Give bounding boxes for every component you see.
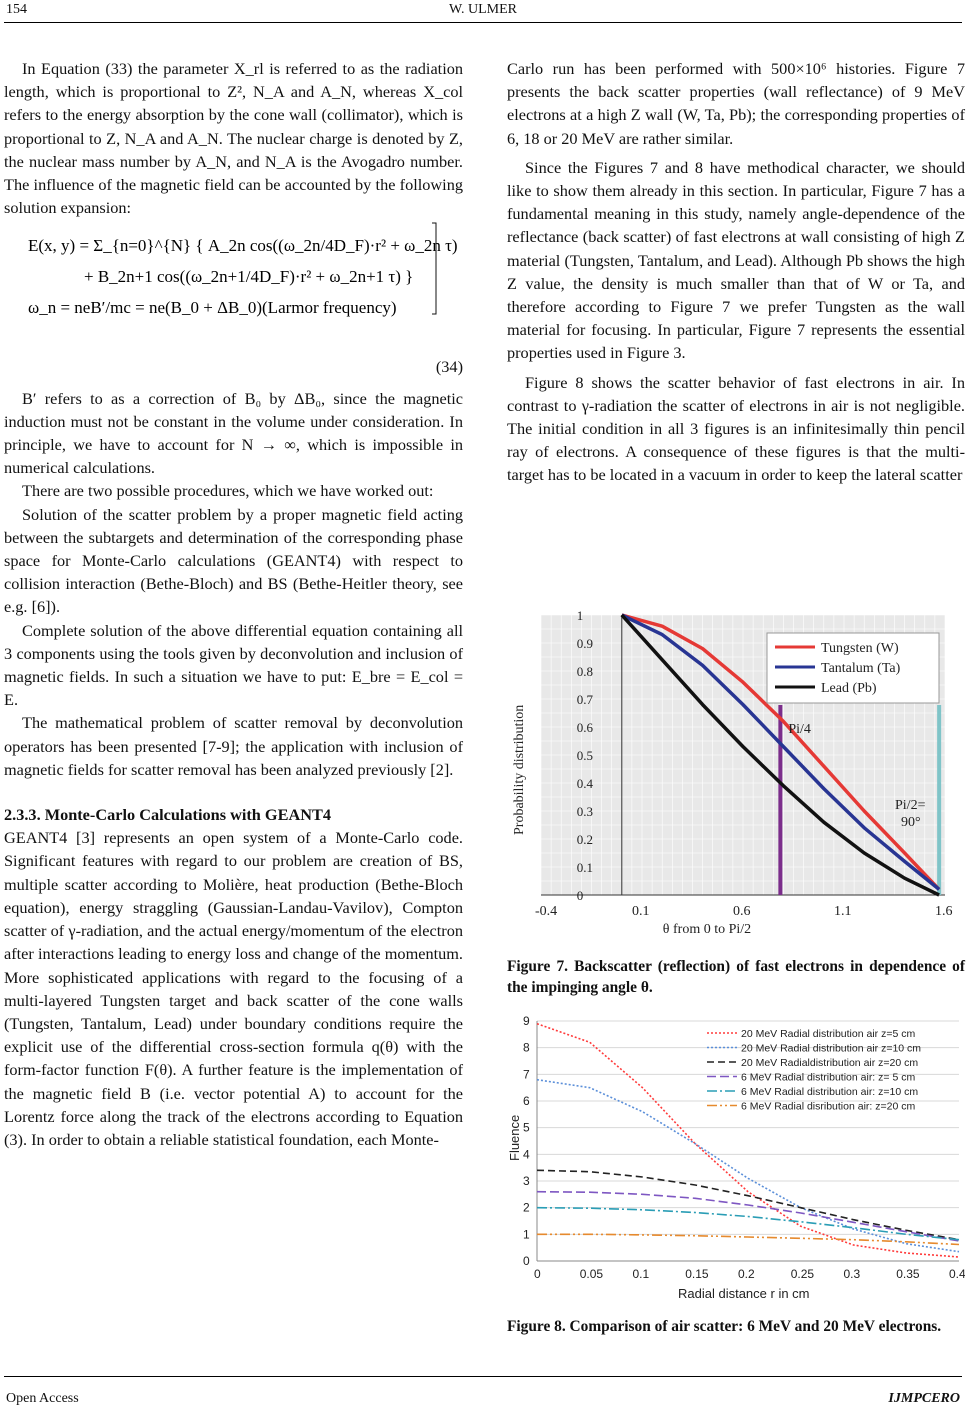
x-tick-label: 0.4 [949, 1267, 965, 1281]
paragraph: The mathematical problem of scatter removal by deconvolution operators has been presented [7-9]; the application with inclusion of magnetic fields for scatter removal has been analyzed previously [2]. [4, 713, 463, 779]
legend-label: 6 MeV Radial distribution air: z=10 cm [741, 1086, 919, 1098]
backscatter-chart [507, 603, 965, 943]
legend-label: 20 MeV Radialdistribution air z=20 cm [741, 1057, 919, 1069]
x-tick-label: 0.1 [632, 1267, 650, 1281]
legend-label: Tungsten (W) [821, 641, 899, 656]
figure-8 [507, 1013, 965, 1305]
page-header [0, 0, 966, 26]
paragraph: Carlo run has been performed with 500×10⁶ histories. Figure 7 presents the back scatter properties (wall reflectance) of 9 MeV electrons at a high Z wall (W, Ta, Pb); the corresponding properties of 6, 18 or 20 MeV are rather similar. [507, 59, 965, 148]
footer-left: Open Access [6, 1391, 79, 1406]
x-tick-label: 0.1 [632, 904, 650, 919]
legend-label: Lead (Pb) [821, 681, 877, 696]
x-axis-label: θ from 0 to Pi/2 [662, 922, 752, 937]
y-tick-label: 0.2 [576, 832, 594, 847]
y-tick-label: 0 [523, 1254, 530, 1268]
legend-label: 6 MeV Radial distribution air: z= 5 cm [741, 1071, 916, 1084]
annotation: Pi/2= [895, 798, 926, 813]
running-author: W. ULMER [449, 2, 517, 17]
legend-label: Tantalum (Ta) [821, 661, 901, 676]
y-tick-label: 3 [523, 1174, 530, 1188]
y-tick-label: 0.3 [576, 804, 594, 819]
y-tick-label: 9 [523, 1014, 530, 1028]
x-tick-label: 0.6 [733, 904, 751, 919]
section-heading: 2.3.3. Monte-Carlo Calculations with GEANT4 [4, 805, 331, 825]
x-tick-label: 0.05 [579, 1267, 604, 1281]
x-tick-label: 1.6 [935, 904, 953, 919]
x-tick-label: 0.3 [843, 1267, 861, 1281]
y-tick-label: 7 [523, 1067, 530, 1082]
y-tick-label: 0.5 [576, 748, 594, 763]
series-line [537, 1208, 959, 1240]
y-tick-label: 4 [523, 1147, 530, 1162]
paragraph: There are two possible procedures, which we have worked out: [22, 481, 434, 501]
figure-7-caption: Figure 7. Backscatter (reflection) of fast electrons in dependence of the impinging angle θ. [507, 958, 965, 996]
left-column [4, 57, 463, 1151]
header-rule [4, 22, 962, 23]
y-tick-label: 0.7 [576, 692, 594, 707]
annotation: 90° [901, 815, 921, 830]
figure-7 [507, 603, 965, 943]
y-tick-label: 0 [576, 888, 584, 903]
air-scatter-chart [507, 1013, 965, 1305]
series-line [537, 1234, 959, 1244]
equation-number: (34) [435, 357, 463, 377]
eq-line-1: E(x, y) = Σ_{n=0}^{N} { A_2n cos((ω_2n/4D_F)·r² + ω_2n τ) [28, 236, 458, 256]
y-tick-label: 1 [576, 608, 584, 623]
x-tick-label: 0.35 [896, 1267, 920, 1281]
legend-label: 20 MeV Radial distribution air z=10 cm [741, 1042, 922, 1055]
right-column [507, 57, 965, 487]
y-tick-label: 0.9 [576, 636, 594, 651]
y-tick-label: 0.4 [576, 776, 594, 791]
y-tick-label: 0.1 [576, 860, 594, 875]
legend-label: 20 MeV Radial distribution air z=5 cm [741, 1028, 916, 1040]
paragraph: GEANT4 [3] represents an open system of a Monte-Carlo code. Significant features with regard to our problem are creation of BS, multiple scatter according to Molière, heat production (Bethe-Bloch equation), energy straggling (Gaussian-Landau-Vavilov), Compton scatter of γ-radiation, and the actual energy/momentum of the electron after interactions leading to energy loss and change of the momentum. More sophisticated applications with regard to the focusing of a multi-layered Tungsten target and back scatter of the cone walls (Tungsten, Tantalum, Lead) under boundary conditions require the explicit use of the differential cross-section formula q(θ) with the form-factor function F(θ). A further feature is the implementation of the magnetic field B (i.e. vector potential A) to account for the Lorentz force along the track of the electrons according to Equation (3). In order to obtain a reliable statistical foundation, each Monte- [4, 828, 463, 1149]
eq-line-3: ω_n = neB′/mc = ne(B_0 + ΔB_0)(Larmor frequency) [28, 298, 397, 318]
x-tick-label: 0 [534, 1267, 541, 1281]
y-axis-label: Probability distribution [512, 704, 527, 835]
paragraph: In Equation (33) the parameter X_rl is referred to as the radiation length, which is proportional to Z², N_A and A_N, whereas X_col refers to the energy absorption by the cone wall (collimator), which is proportional to Z, N_A and A_N. The nuclear charge is denoted by Z, the nuclear mass number by A_N, and N_A is the Avogadro number. The influence of the magnetic field can be accounted by the following solution expansion: [4, 59, 463, 218]
x-tick-label: 1.1 [834, 904, 852, 919]
journal-name: IJMPCERO [888, 1391, 960, 1406]
x-tick-label: -0.4 [535, 904, 558, 919]
x-axis-label: Radial distance r in cm [678, 1286, 810, 1301]
page-footer [4, 1376, 962, 1406]
figure-8-caption: Figure 8. Comparison of air scatter: 6 MeV and 20 MeV electrons. [507, 1318, 942, 1335]
x-tick-label: 0.15 [685, 1267, 709, 1281]
x-tick-label: 0.25 [790, 1267, 815, 1281]
y-tick-label: 0.6 [576, 720, 594, 735]
y-tick-label: 2 [523, 1200, 530, 1215]
paragraph: B′ refers to as a correction of B₀ by ΔB₀, since the magnetic induction must not be constant in the volume under consideration. In principle, we have to account for N → ∞, which is impossible in numerical calculations. [4, 388, 463, 478]
paragraph: Solution of the scatter problem by a proper magnetic field acting between the subtargets and determination of the corresponding phase space for Monte-Carlo calculations (GEANT4) with respect to collision interaction (Bethe-Bloch) and BS (Bethe-Heitler theory, see e.g. [6]). [4, 504, 463, 617]
y-axis-label: Fluence [507, 1114, 522, 1161]
equation-34 [4, 219, 463, 319]
y-tick-label: 0.8 [576, 664, 594, 679]
annotation: Pi/4 [788, 722, 811, 737]
eq-line-2: + B_2n+1 cos((ω_2n+1/4D_F)·r² + ω_2n+1 τ) } [84, 267, 414, 287]
page-number: 154 [6, 2, 27, 17]
legend-label: 6 MeV Radial disribution air: z=20 cm [741, 1100, 916, 1113]
paragraph: Complete solution of the above differential equation containing all 3 components using the tools given by deconvolution and inclusion of magnetic fields. In such a situation we have to put: E_bre = E_col = E. [4, 620, 463, 710]
y-tick-label: 5 [523, 1120, 530, 1135]
paragraph: Figure 8 shows the scatter behavior of fast electrons in air. In contrast to γ-radiation the scatter of electrons in air is not negligible. The initial condition in all 3 figures is an infinitesimally thin pencil ray of electrons. A consequence of these figures is that the multi-target has to be located in a vacuum in order to keep the lateral scatter [507, 372, 965, 485]
y-tick-label: 6 [523, 1094, 530, 1108]
y-tick-label: 1 [523, 1227, 530, 1242]
x-tick-label: 0.2 [738, 1267, 755, 1281]
paragraph: Since the Figures 7 and 8 have methodical character, we should like to show them already in this section. In particular, Figure 7 has a fundamental meaning in this study, namely angle-dependence of the reflectance (back scatter) of fast electrons at wall consisting of high Z material (Tungsten, Tantalum, and Lead). Although Pb shows the high Z value, the density is much smaller than that of W or Ta, and therefore according to Figure 7 we prefer Tungsten as the wall material for focusing. In particular, Figure 7 represents the essential properties used in Figure 3. [507, 157, 965, 363]
y-tick-label: 8 [523, 1040, 530, 1055]
